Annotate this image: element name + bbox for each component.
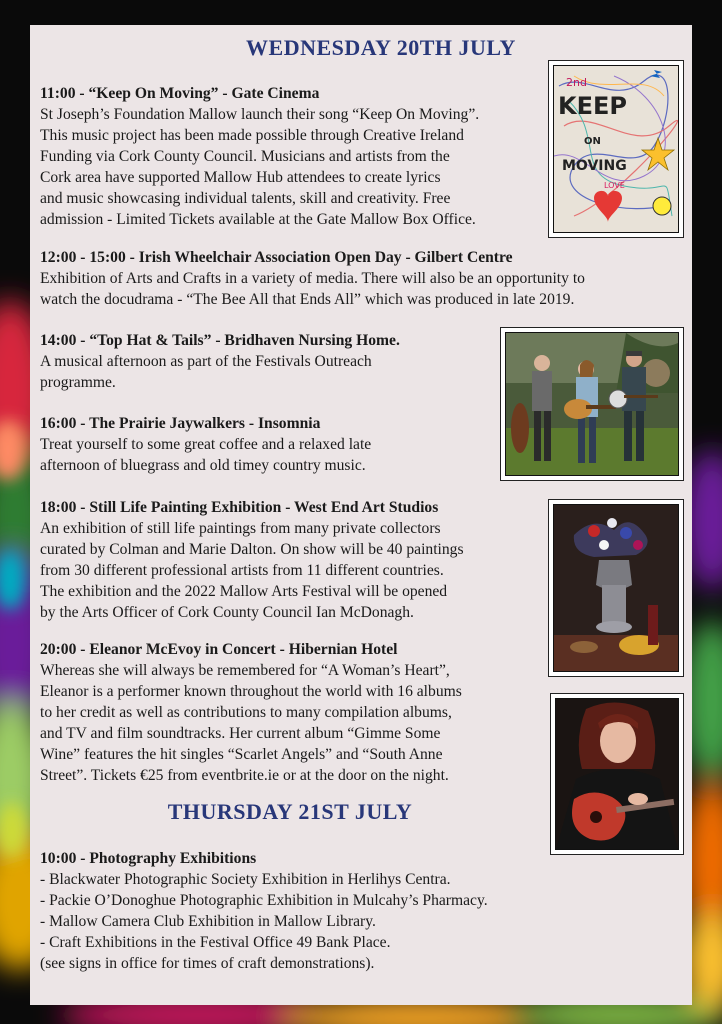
schedule-panel — [30, 25, 692, 1005]
event-still-life-exhibition — [40, 497, 560, 623]
event-desc-line: Eleanor is a performer known throughout the world with 16 albums — [40, 683, 462, 700]
event-title: 11:00 - “Keep On Moving” - Gate Cinema — [40, 85, 320, 102]
event-desc-line: An exhibition of still life paintings from many private collectors — [40, 520, 441, 537]
event-title: 14:00 - “Top Hat & Tails” - Bridhaven Nursing Home. — [40, 332, 400, 349]
event-title: 18:00 - Still Life Painting Exhibition - West End Art Studios — [40, 499, 439, 516]
event-desc-line: by the Arts Officer of Cork County Council Ian McDonagh. — [40, 604, 414, 621]
event-desc-line: Street”. Tickets €25 from eventbrite.ie or at the door on the night. — [40, 767, 449, 784]
event-desc-line: from 30 different professional artists from 11 different countries. — [40, 562, 444, 579]
art-word: LOVE — [604, 181, 625, 190]
event-title: 10:00 - Photography Exhibitions — [40, 850, 257, 867]
event-prairie-jaywalkers — [40, 413, 500, 476]
event-desc-line: Whereas she will always be remembered for “A Woman’s Heart”, — [40, 662, 450, 679]
exhibition-list-item: - Packie O’Donoghue Photographic Exhibition in Mulcahy’s Pharmacy. — [40, 892, 488, 909]
event-desc-line: Funding via Cork County Council. Musicians and artists from the — [40, 148, 450, 165]
thursday-heading: THURSDAY 21ST JULY — [167, 799, 413, 824]
wednesday-heading: WEDNESDAY 20TH JULY — [246, 35, 516, 60]
event-iwa-open-day — [40, 247, 685, 310]
event-desc-line: and TV and film soundtracks. Her current album “Gimme Some — [40, 725, 441, 742]
event-desc-line: admission - Limited Tickets available at the Gate Mallow Box Office. — [40, 211, 476, 228]
event-desc-line: watch the docudrama - “The Bee All that Ends All” which was produced in late 2019. — [40, 291, 575, 308]
event-desc-line: Wine” features the hit singles “Scarlet Angels” and “South Anne — [40, 746, 443, 763]
exhibition-list-item: - Mallow Camera Club Exhibition in Mallow Library. — [40, 913, 376, 930]
band-photo — [500, 327, 684, 481]
exhibition-list-note: (see signs in office for times of craft demonstrations). — [40, 955, 375, 972]
event-desc-line: The exhibition and the 2022 Mallow Arts Festival will be opened — [40, 583, 448, 600]
event-desc-line: St Joseph’s Foundation Mallow launch their song “Keep On Moving”. — [40, 106, 480, 123]
art-word: ON — [584, 136, 601, 147]
keep-on-moving-artwork — [548, 60, 684, 238]
event-desc-line: programme. — [40, 374, 116, 391]
event-top-hat-tails — [40, 330, 500, 393]
eleanor-mcevoy-photo — [550, 693, 684, 855]
event-desc-line: This music project has been made possible through Creative Ireland — [40, 127, 464, 144]
still-life-painting-photo — [548, 499, 684, 677]
event-desc-line: Cork area have supported Mallow Hub attendees to create lyrics — [40, 169, 441, 186]
event-desc-line: Treat yourself to some great coffee and a relaxed late — [40, 436, 372, 453]
event-eleanor-mcevoy — [40, 639, 560, 786]
event-keep-on-moving — [40, 83, 560, 230]
event-desc-line: and music showcasing individual talents, skill and creativity. Free — [40, 190, 451, 207]
event-desc-line: curated by Colman and Marie Dalton. On show will be 40 paintings — [40, 541, 464, 558]
art-word: KEEP — [558, 92, 627, 120]
event-desc-line: to her credit as well as contributions to many compilation albums, — [40, 704, 452, 721]
event-title: 16:00 - The Prairie Jaywalkers - Insomnia — [40, 415, 321, 432]
exhibition-list-item: - Craft Exhibitions in the Festival Office 49 Bank Place. — [40, 934, 391, 951]
event-desc-line: A musical afternoon as part of the Festivals Outreach — [40, 353, 372, 370]
art-word: 2nd — [566, 76, 587, 89]
event-photography-exhibitions — [40, 848, 685, 974]
exhibition-list-item: - Blackwater Photographic Society Exhibition in Herlihys Centra. — [40, 871, 451, 888]
event-title: 20:00 - Eleanor McEvoy in Concert - Hibernian Hotel — [40, 641, 398, 658]
event-desc-line: afternoon of bluegrass and old timey country music. — [40, 457, 366, 474]
art-word: MOVING — [562, 158, 627, 174]
event-title: 12:00 - 15:00 - Irish Wheelchair Association Open Day - Gilbert Centre — [40, 249, 513, 266]
event-desc-line: Exhibition of Arts and Crafts in a variety of media. There will also be an opportunity to — [40, 270, 585, 287]
